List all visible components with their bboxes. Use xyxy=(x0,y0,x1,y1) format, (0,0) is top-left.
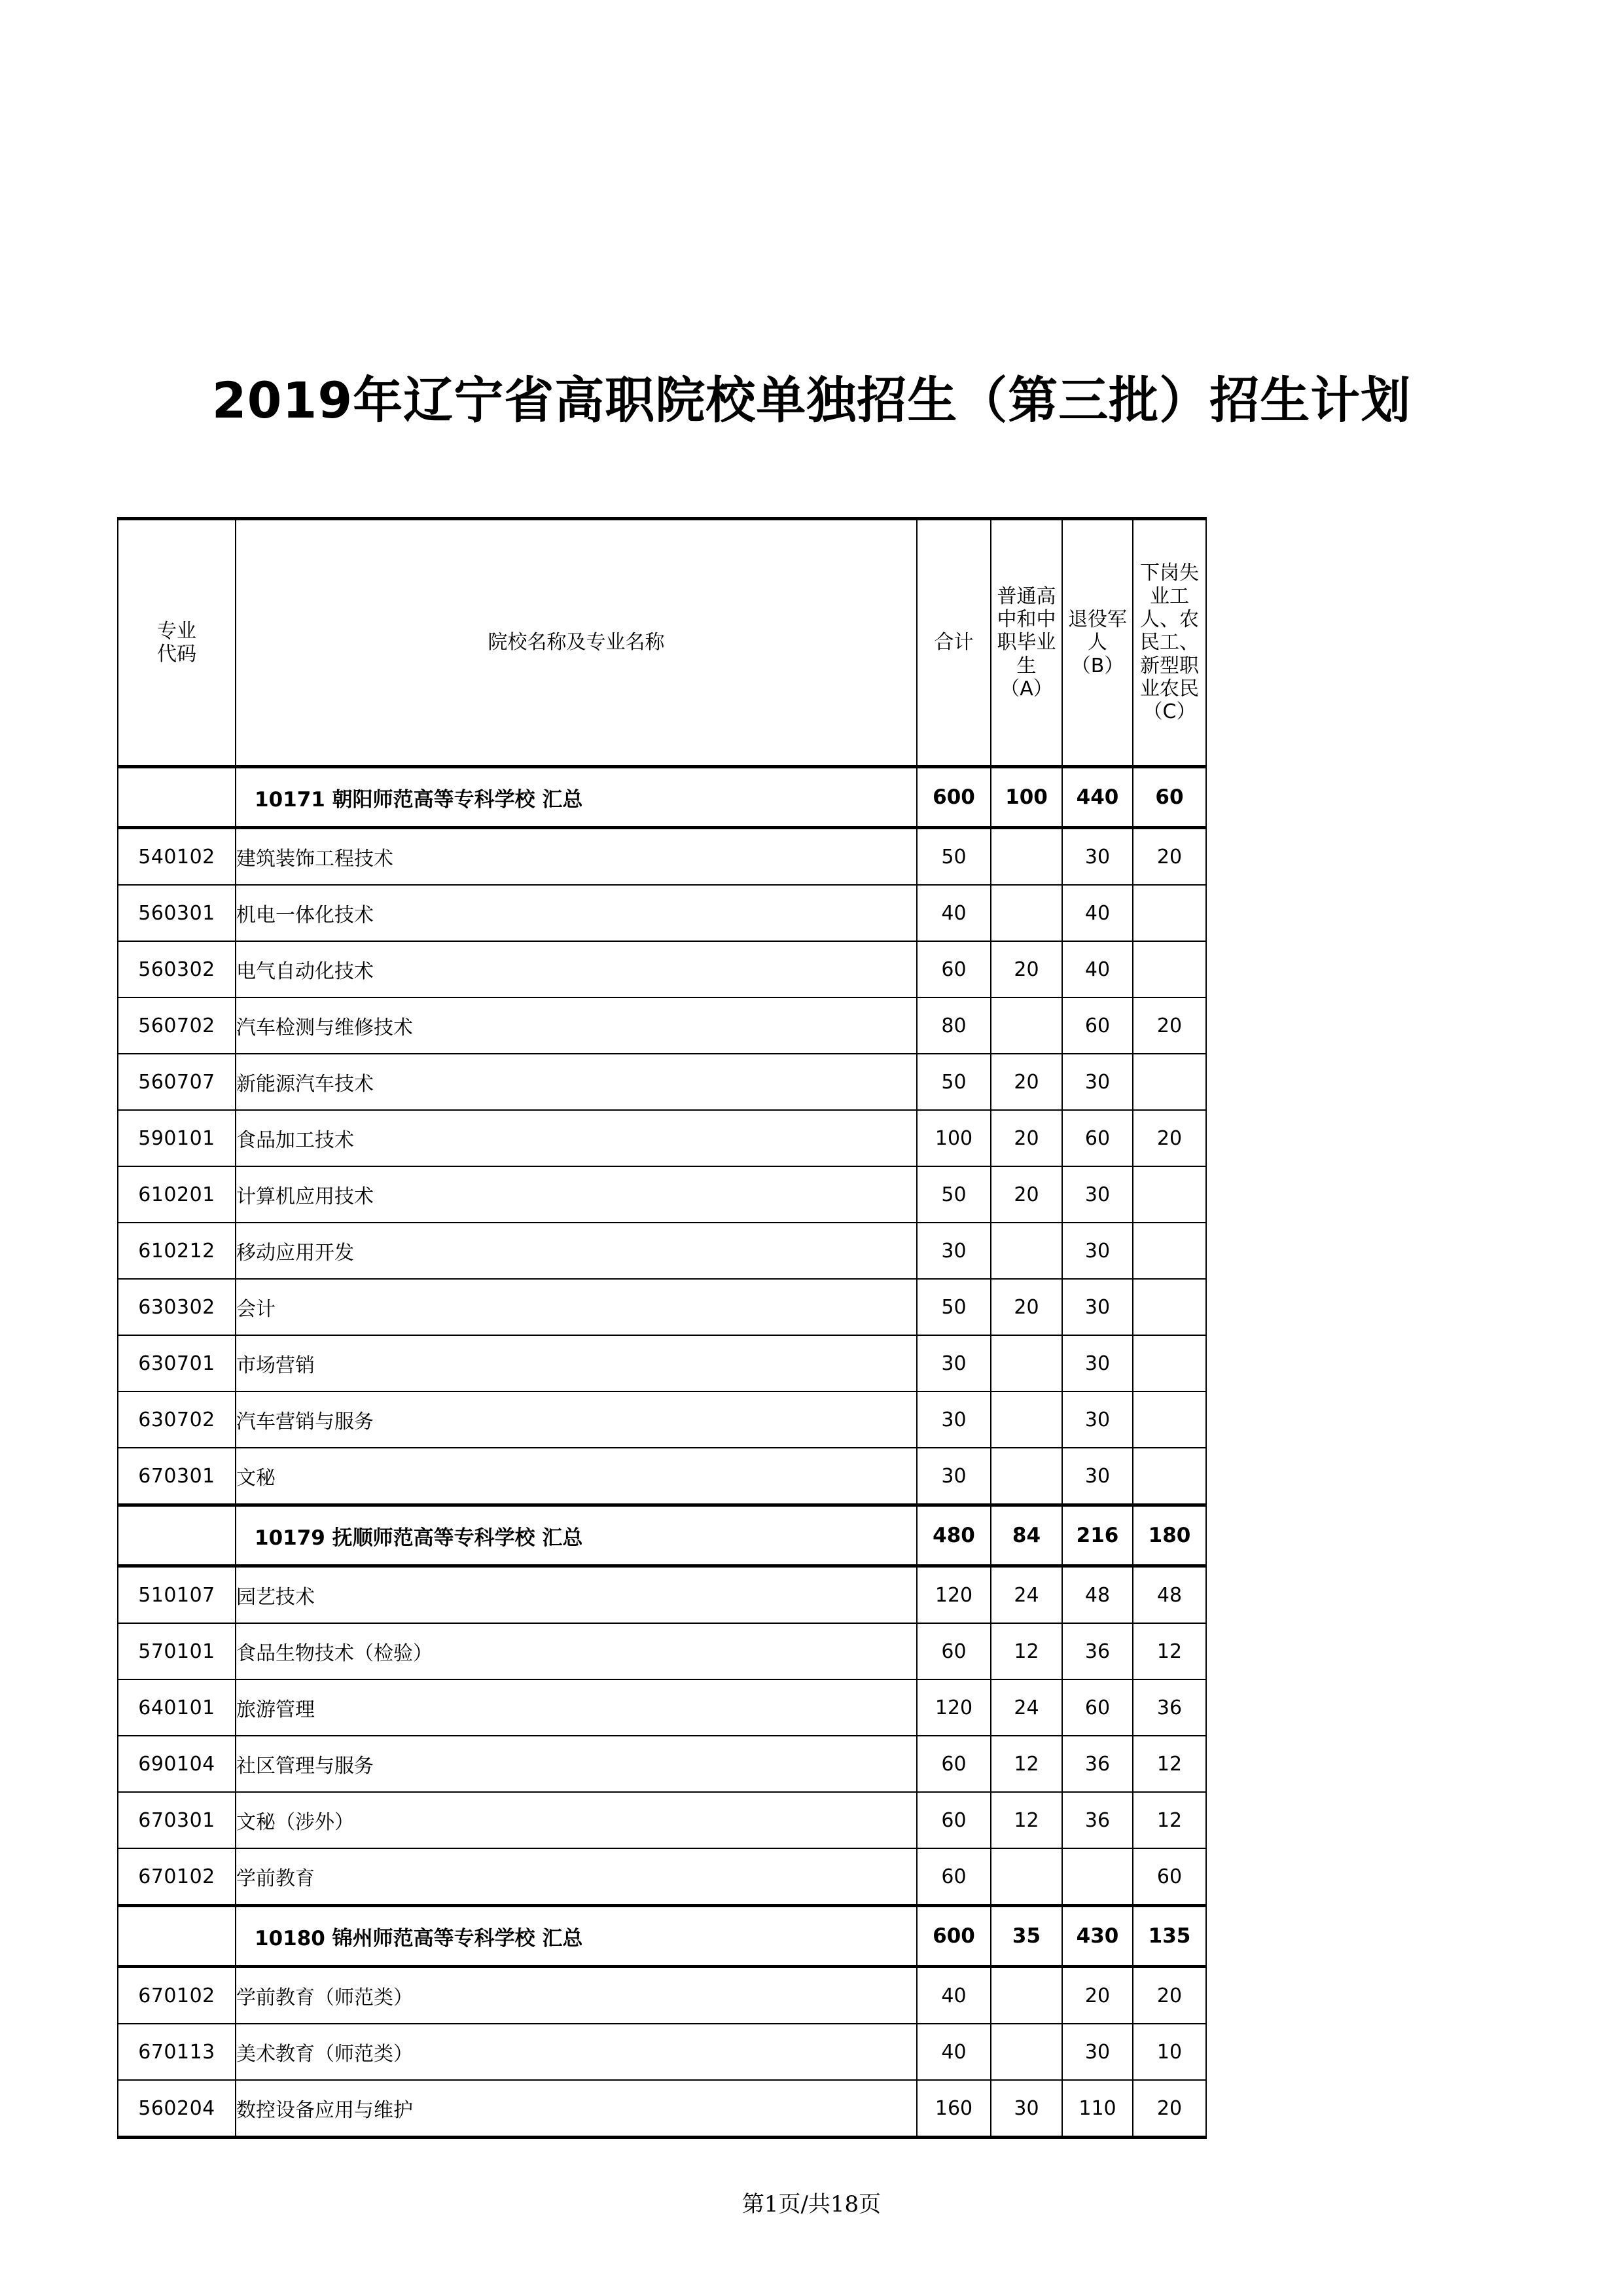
cell-total: 480 xyxy=(917,1505,991,1566)
table-row xyxy=(118,1335,1206,1391)
cell-category-c: 135 xyxy=(1133,1906,1206,1967)
cell-category-b: 36 xyxy=(1062,1623,1133,1679)
cell-school-and-major-name: 学前教育（师范类） xyxy=(236,1967,917,2024)
cell-major-code: 630702 xyxy=(118,1391,236,1448)
cell-category-c: 36 xyxy=(1133,1679,1206,1736)
cell-total: 30 xyxy=(917,1335,991,1391)
cell-category-b: 30 xyxy=(1062,1391,1133,1448)
page-footer: 第1页/共18页 xyxy=(741,2191,882,2217)
column-header-category-a xyxy=(991,519,1062,767)
cell-school-and-major-name: 移动应用开发 xyxy=(236,1223,917,1279)
cell-major-code: 670102 xyxy=(118,1967,236,2024)
table-row xyxy=(118,1679,1206,1736)
column-header-total-label: 合计 xyxy=(934,631,974,655)
cell-category-b: 40 xyxy=(1062,885,1133,941)
table-row xyxy=(118,1223,1206,1279)
cell-total: 40 xyxy=(917,1967,991,2024)
table-row xyxy=(118,1391,1206,1448)
cell-total: 50 xyxy=(917,1166,991,1223)
cell-school-and-major-name: 10171 朝阳师范高等专科学校 汇总 xyxy=(236,767,917,828)
cell-category-c: 48 xyxy=(1133,1566,1206,1624)
cell-category-a xyxy=(991,2024,1062,2080)
cell-category-b: 440 xyxy=(1062,767,1133,828)
cell-major-code: 510107 xyxy=(118,1566,236,1624)
cell-category-a xyxy=(991,1335,1062,1391)
cell-category-b: 30 xyxy=(1062,1335,1133,1391)
column-header-school-and-major-name-label: 院校名称及专业名称 xyxy=(488,631,665,655)
cell-major-code: 560702 xyxy=(118,997,236,1054)
cell-category-a: 100 xyxy=(991,767,1062,828)
cell-category-b: 30 xyxy=(1062,1054,1133,1110)
column-header-category-b-label: 退役军人（B） xyxy=(1068,607,1127,677)
cell-total: 40 xyxy=(917,2024,991,2080)
cell-category-c: 10 xyxy=(1133,2024,1206,2080)
table-row xyxy=(118,997,1206,1054)
cell-category-a xyxy=(991,1223,1062,1279)
cell-category-a: 20 xyxy=(991,1110,1062,1166)
cell-category-c: 180 xyxy=(1133,1505,1206,1566)
cell-major-code xyxy=(118,1505,236,1566)
cell-category-c xyxy=(1133,885,1206,941)
cell-category-b xyxy=(1062,1848,1133,1906)
cell-category-a: 20 xyxy=(991,1279,1062,1335)
cell-category-b: 430 xyxy=(1062,1906,1133,1967)
table-row xyxy=(118,1623,1206,1679)
column-header-major-code xyxy=(118,519,236,767)
table-row xyxy=(118,1736,1206,1792)
cell-category-a: 35 xyxy=(991,1906,1062,1967)
cell-total: 120 xyxy=(917,1679,991,1736)
table-row xyxy=(118,828,1206,886)
table-row xyxy=(118,2080,1206,2138)
column-header-category-b xyxy=(1062,519,1133,767)
cell-category-a xyxy=(991,828,1062,886)
cell-category-c: 12 xyxy=(1133,1736,1206,1792)
table-row xyxy=(118,1054,1206,1110)
enrollment-plan-table xyxy=(117,517,1207,2139)
cell-category-a xyxy=(991,997,1062,1054)
cell-category-c: 12 xyxy=(1133,1623,1206,1679)
cell-category-c xyxy=(1133,1391,1206,1448)
cell-category-c: 20 xyxy=(1133,1967,1206,2024)
cell-major-code: 610212 xyxy=(118,1223,236,1279)
table-row xyxy=(118,941,1206,997)
table-row xyxy=(118,1967,1206,2024)
column-header-category-c-label: 下岗失业工人、农民工、新型职业农民（C） xyxy=(1140,562,1199,724)
page-title: 2019年辽宁省高职院校单独招生（第三批）招生计划 xyxy=(211,370,1412,429)
cell-category-b: 36 xyxy=(1062,1792,1133,1848)
cell-total: 160 xyxy=(917,2080,991,2138)
cell-major-code xyxy=(118,767,236,828)
cell-category-c: 20 xyxy=(1133,2080,1206,2138)
cell-school-and-major-name: 文秘 xyxy=(236,1448,917,1505)
cell-school-and-major-name: 电气自动化技术 xyxy=(236,941,917,997)
column-header-category-c xyxy=(1133,519,1206,767)
cell-school-and-major-name: 美术教育（师范类） xyxy=(236,2024,917,2080)
cell-school-and-major-name: 食品生物技术（检验） xyxy=(236,1623,917,1679)
cell-category-c: 20 xyxy=(1133,828,1206,886)
column-header-category-a-label: 普通高中和中职毕业生（A） xyxy=(997,584,1056,701)
cell-category-b: 216 xyxy=(1062,1505,1133,1566)
cell-school-and-major-name: 旅游管理 xyxy=(236,1679,917,1736)
cell-major-code: 630302 xyxy=(118,1279,236,1335)
cell-category-c: 20 xyxy=(1133,997,1206,1054)
cell-major-code: 590101 xyxy=(118,1110,236,1166)
cell-category-a: 24 xyxy=(991,1679,1062,1736)
cell-major-code: 670301 xyxy=(118,1448,236,1505)
cell-category-a: 30 xyxy=(991,2080,1062,2138)
cell-category-c: 20 xyxy=(1133,1110,1206,1166)
cell-major-code xyxy=(118,1906,236,1967)
table-row xyxy=(118,1566,1206,1624)
cell-school-and-major-name: 汽车检测与维修技术 xyxy=(236,997,917,1054)
cell-category-b: 110 xyxy=(1062,2080,1133,2138)
cell-total: 60 xyxy=(917,1848,991,1906)
cell-major-code: 560302 xyxy=(118,941,236,997)
table-row xyxy=(118,1792,1206,1848)
enrollment-plan-table-wrapper xyxy=(117,517,1205,2139)
cell-school-and-major-name: 文秘（涉外） xyxy=(236,1792,917,1848)
cell-total: 60 xyxy=(917,1736,991,1792)
cell-major-code: 670301 xyxy=(118,1792,236,1848)
cell-category-b: 30 xyxy=(1062,2024,1133,2080)
cell-total: 60 xyxy=(917,1792,991,1848)
cell-category-c xyxy=(1133,1054,1206,1110)
cell-total: 30 xyxy=(917,1448,991,1505)
table-header-row xyxy=(118,519,1206,767)
cell-major-code: 640101 xyxy=(118,1679,236,1736)
cell-category-a: 12 xyxy=(991,1792,1062,1848)
cell-category-a xyxy=(991,1448,1062,1505)
cell-category-a: 20 xyxy=(991,1166,1062,1223)
cell-category-a: 12 xyxy=(991,1736,1062,1792)
cell-category-b: 40 xyxy=(1062,941,1133,997)
table-row xyxy=(118,1279,1206,1335)
cell-school-and-major-name: 园艺技术 xyxy=(236,1566,917,1624)
cell-school-and-major-name: 建筑装饰工程技术 xyxy=(236,828,917,886)
table-summary-row xyxy=(118,1906,1206,1967)
cell-major-code: 540102 xyxy=(118,828,236,886)
cell-school-and-major-name: 学前教育 xyxy=(236,1848,917,1906)
cell-category-a: 20 xyxy=(991,941,1062,997)
cell-school-and-major-name: 10180 锦州师范高等专科学校 汇总 xyxy=(236,1906,917,1967)
cell-total: 100 xyxy=(917,1110,991,1166)
cell-category-c: 12 xyxy=(1133,1792,1206,1848)
cell-category-b: 30 xyxy=(1062,1448,1133,1505)
cell-major-code: 570101 xyxy=(118,1623,236,1679)
cell-total: 30 xyxy=(917,1391,991,1448)
cell-category-c xyxy=(1133,1166,1206,1223)
cell-category-c xyxy=(1133,1279,1206,1335)
cell-school-and-major-name: 计算机应用技术 xyxy=(236,1166,917,1223)
table-row xyxy=(118,1110,1206,1166)
cell-major-code: 560204 xyxy=(118,2080,236,2138)
table-row xyxy=(118,885,1206,941)
cell-category-b: 60 xyxy=(1062,1679,1133,1736)
cell-major-code: 610201 xyxy=(118,1166,236,1223)
cell-category-a xyxy=(991,885,1062,941)
cell-category-c xyxy=(1133,941,1206,997)
cell-category-b: 30 xyxy=(1062,1279,1133,1335)
cell-school-and-major-name: 10179 抚顺师范高等专科学校 汇总 xyxy=(236,1505,917,1566)
cell-category-a xyxy=(991,1848,1062,1906)
table-summary-row xyxy=(118,767,1206,828)
table-summary-row xyxy=(118,1505,1206,1566)
cell-category-a xyxy=(991,1967,1062,2024)
cell-school-and-major-name: 汽车营销与服务 xyxy=(236,1391,917,1448)
cell-total: 120 xyxy=(917,1566,991,1624)
cell-school-and-major-name: 新能源汽车技术 xyxy=(236,1054,917,1110)
cell-category-b: 30 xyxy=(1062,1223,1133,1279)
cell-category-a: 24 xyxy=(991,1566,1062,1624)
cell-total: 60 xyxy=(917,1623,991,1679)
cell-category-c: 60 xyxy=(1133,767,1206,828)
cell-major-code: 560707 xyxy=(118,1054,236,1110)
table-row xyxy=(118,1448,1206,1505)
cell-category-c xyxy=(1133,1335,1206,1391)
cell-category-b: 48 xyxy=(1062,1566,1133,1624)
cell-category-a: 84 xyxy=(991,1505,1062,1566)
cell-total: 30 xyxy=(917,1223,991,1279)
cell-category-b: 30 xyxy=(1062,828,1133,886)
cell-school-and-major-name: 社区管理与服务 xyxy=(236,1736,917,1792)
cell-major-code: 670113 xyxy=(118,2024,236,2080)
cell-major-code: 670102 xyxy=(118,1848,236,1906)
table-row xyxy=(118,1166,1206,1223)
cell-category-b: 60 xyxy=(1062,1110,1133,1166)
cell-category-a xyxy=(991,1391,1062,1448)
cell-total: 60 xyxy=(917,941,991,997)
cell-category-a: 12 xyxy=(991,1623,1062,1679)
cell-major-code: 630701 xyxy=(118,1335,236,1391)
cell-total: 50 xyxy=(917,1279,991,1335)
cell-category-b: 30 xyxy=(1062,1166,1133,1223)
cell-major-code: 560301 xyxy=(118,885,236,941)
cell-category-b: 20 xyxy=(1062,1967,1133,2024)
cell-category-b: 60 xyxy=(1062,997,1133,1054)
cell-total: 40 xyxy=(917,885,991,941)
cell-school-and-major-name: 市场营销 xyxy=(236,1335,917,1391)
cell-school-and-major-name: 数控设备应用与维护 xyxy=(236,2080,917,2138)
cell-school-and-major-name: 机电一体化技术 xyxy=(236,885,917,941)
column-header-major-code-label: 专业 代码 xyxy=(157,619,196,666)
cell-total: 50 xyxy=(917,1054,991,1110)
cell-total: 80 xyxy=(917,997,991,1054)
cell-total: 600 xyxy=(917,767,991,828)
cell-school-and-major-name: 会计 xyxy=(236,1279,917,1335)
table-row xyxy=(118,1848,1206,1906)
cell-school-and-major-name: 食品加工技术 xyxy=(236,1110,917,1166)
cell-total: 50 xyxy=(917,828,991,886)
cell-category-a: 20 xyxy=(991,1054,1062,1110)
cell-total: 600 xyxy=(917,1906,991,1967)
column-header-total xyxy=(917,519,991,767)
cell-category-c xyxy=(1133,1448,1206,1505)
cell-major-code: 690104 xyxy=(118,1736,236,1792)
table-body xyxy=(118,767,1206,2138)
table-row xyxy=(118,2024,1206,2080)
table-head xyxy=(118,519,1206,767)
column-header-school-and-major-name xyxy=(236,519,917,767)
cell-category-c xyxy=(1133,1223,1206,1279)
cell-category-b: 36 xyxy=(1062,1736,1133,1792)
cell-category-c: 60 xyxy=(1133,1848,1206,1906)
